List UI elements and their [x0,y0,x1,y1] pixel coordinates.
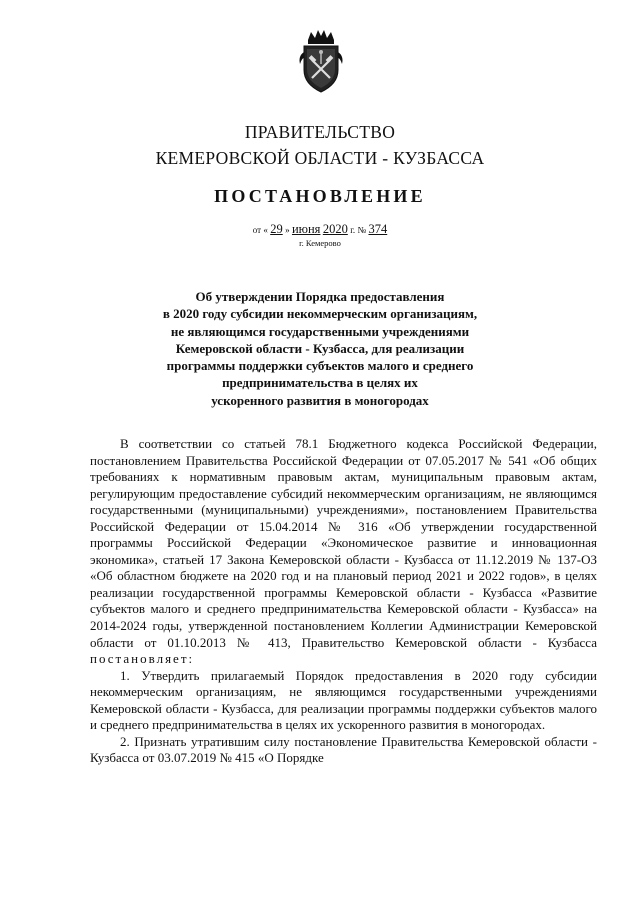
document-number-label: № [357,225,367,235]
document-number: 374 [368,222,388,236]
date-day: 29 [270,222,283,236]
heading-line: не являющимся государственными учреждениями [170,323,470,339]
heading-line: Об утверждении Порядка предоставления [195,289,445,304]
document-heading [120,288,520,409]
document-city: г. Кемерово [299,238,341,248]
preamble-text: В соответствии со статьей 78.1 Бюджетного кодекса Российской Федерации, постановлением Правительства Российской Федерации от 07.05.2017 № 541 «Об общих требованиях к нормативным правовым актам, муниципальным правовым актам, регулирующим предоставление субсидий некоммерческим организациям, не являющимся государственными (муниципальными) учреждениями», постановлением Правительства Российской Федерации от 15.04.2014 № 316 «Об утверждении государственной программы Российской Федерации «Экономическое развитие и инновационная экономика», статьей 17 Закона Кемеровской области - Кузбасса от 11.12.2019 № 137-ОЗ «Об областном бюджете на 2020 год и на плановый период 2021 и 2022 годов», в целях реализации государственной программы Кемеровской области - Кузбасса «Развитие субъектов малого и среднего предпринимательства Кемеровской области - Кузбасса» на 2014-2024 годы, утвержденной постановлением Коллегии Администрации Кемеровской области от 01.10.2013 № 413, Правительство Кемеровской области - Кузбасса [90,436,597,650]
heading-line: предпринимательства в целях их [222,375,418,391]
date-quote-close: » [285,225,290,235]
document-body [90,436,597,767]
heading-line: в 2020 году субсидии некоммерческим организациям, [162,306,478,322]
coat-of-arms-icon [298,30,344,94]
item-1-paragraph: 1. Утвердить прилагаемый Порядок предоставления в 2020 году субсидии некоммерческим организациям, не являющимся государственными учреждениями Кемеровской области - Кузбасса, для реализации программы поддержки субъектов малого и среднего предпринимательства в целях их ускоренного развития в моногородах. [90,667,597,733]
heading-line: Кемеровской области - Кузбасса, для реализации [175,340,465,356]
heading-line: программы поддержки субъектов малого и среднего [166,358,474,374]
preamble-paragraph [90,436,597,668]
government-name-line2: КЕМЕРОВСКОЙ ОБЛАСТИ - КУЗБАССА [155,148,485,168]
heading-line: ускоренного развития в моногородах [211,392,429,408]
document-type-title: ПОСТАНОВЛЕНИЕ [214,186,426,206]
date-year: 2020 [322,222,348,236]
document-dateline [0,222,640,237]
date-year-suffix: г. [350,225,356,235]
government-name-line1: ПРАВИТЕЛЬСТВО [244,122,396,142]
date-month: июня [291,222,321,236]
item-2-paragraph: 2. Признать утратившим силу постановление Правительства Кемеровской области - Кузбасса от 03.07.2019 № 415 «О Порядке [90,733,597,766]
date-from-label: от « [252,225,268,235]
preamble-verb: постановляет: [90,651,195,667]
